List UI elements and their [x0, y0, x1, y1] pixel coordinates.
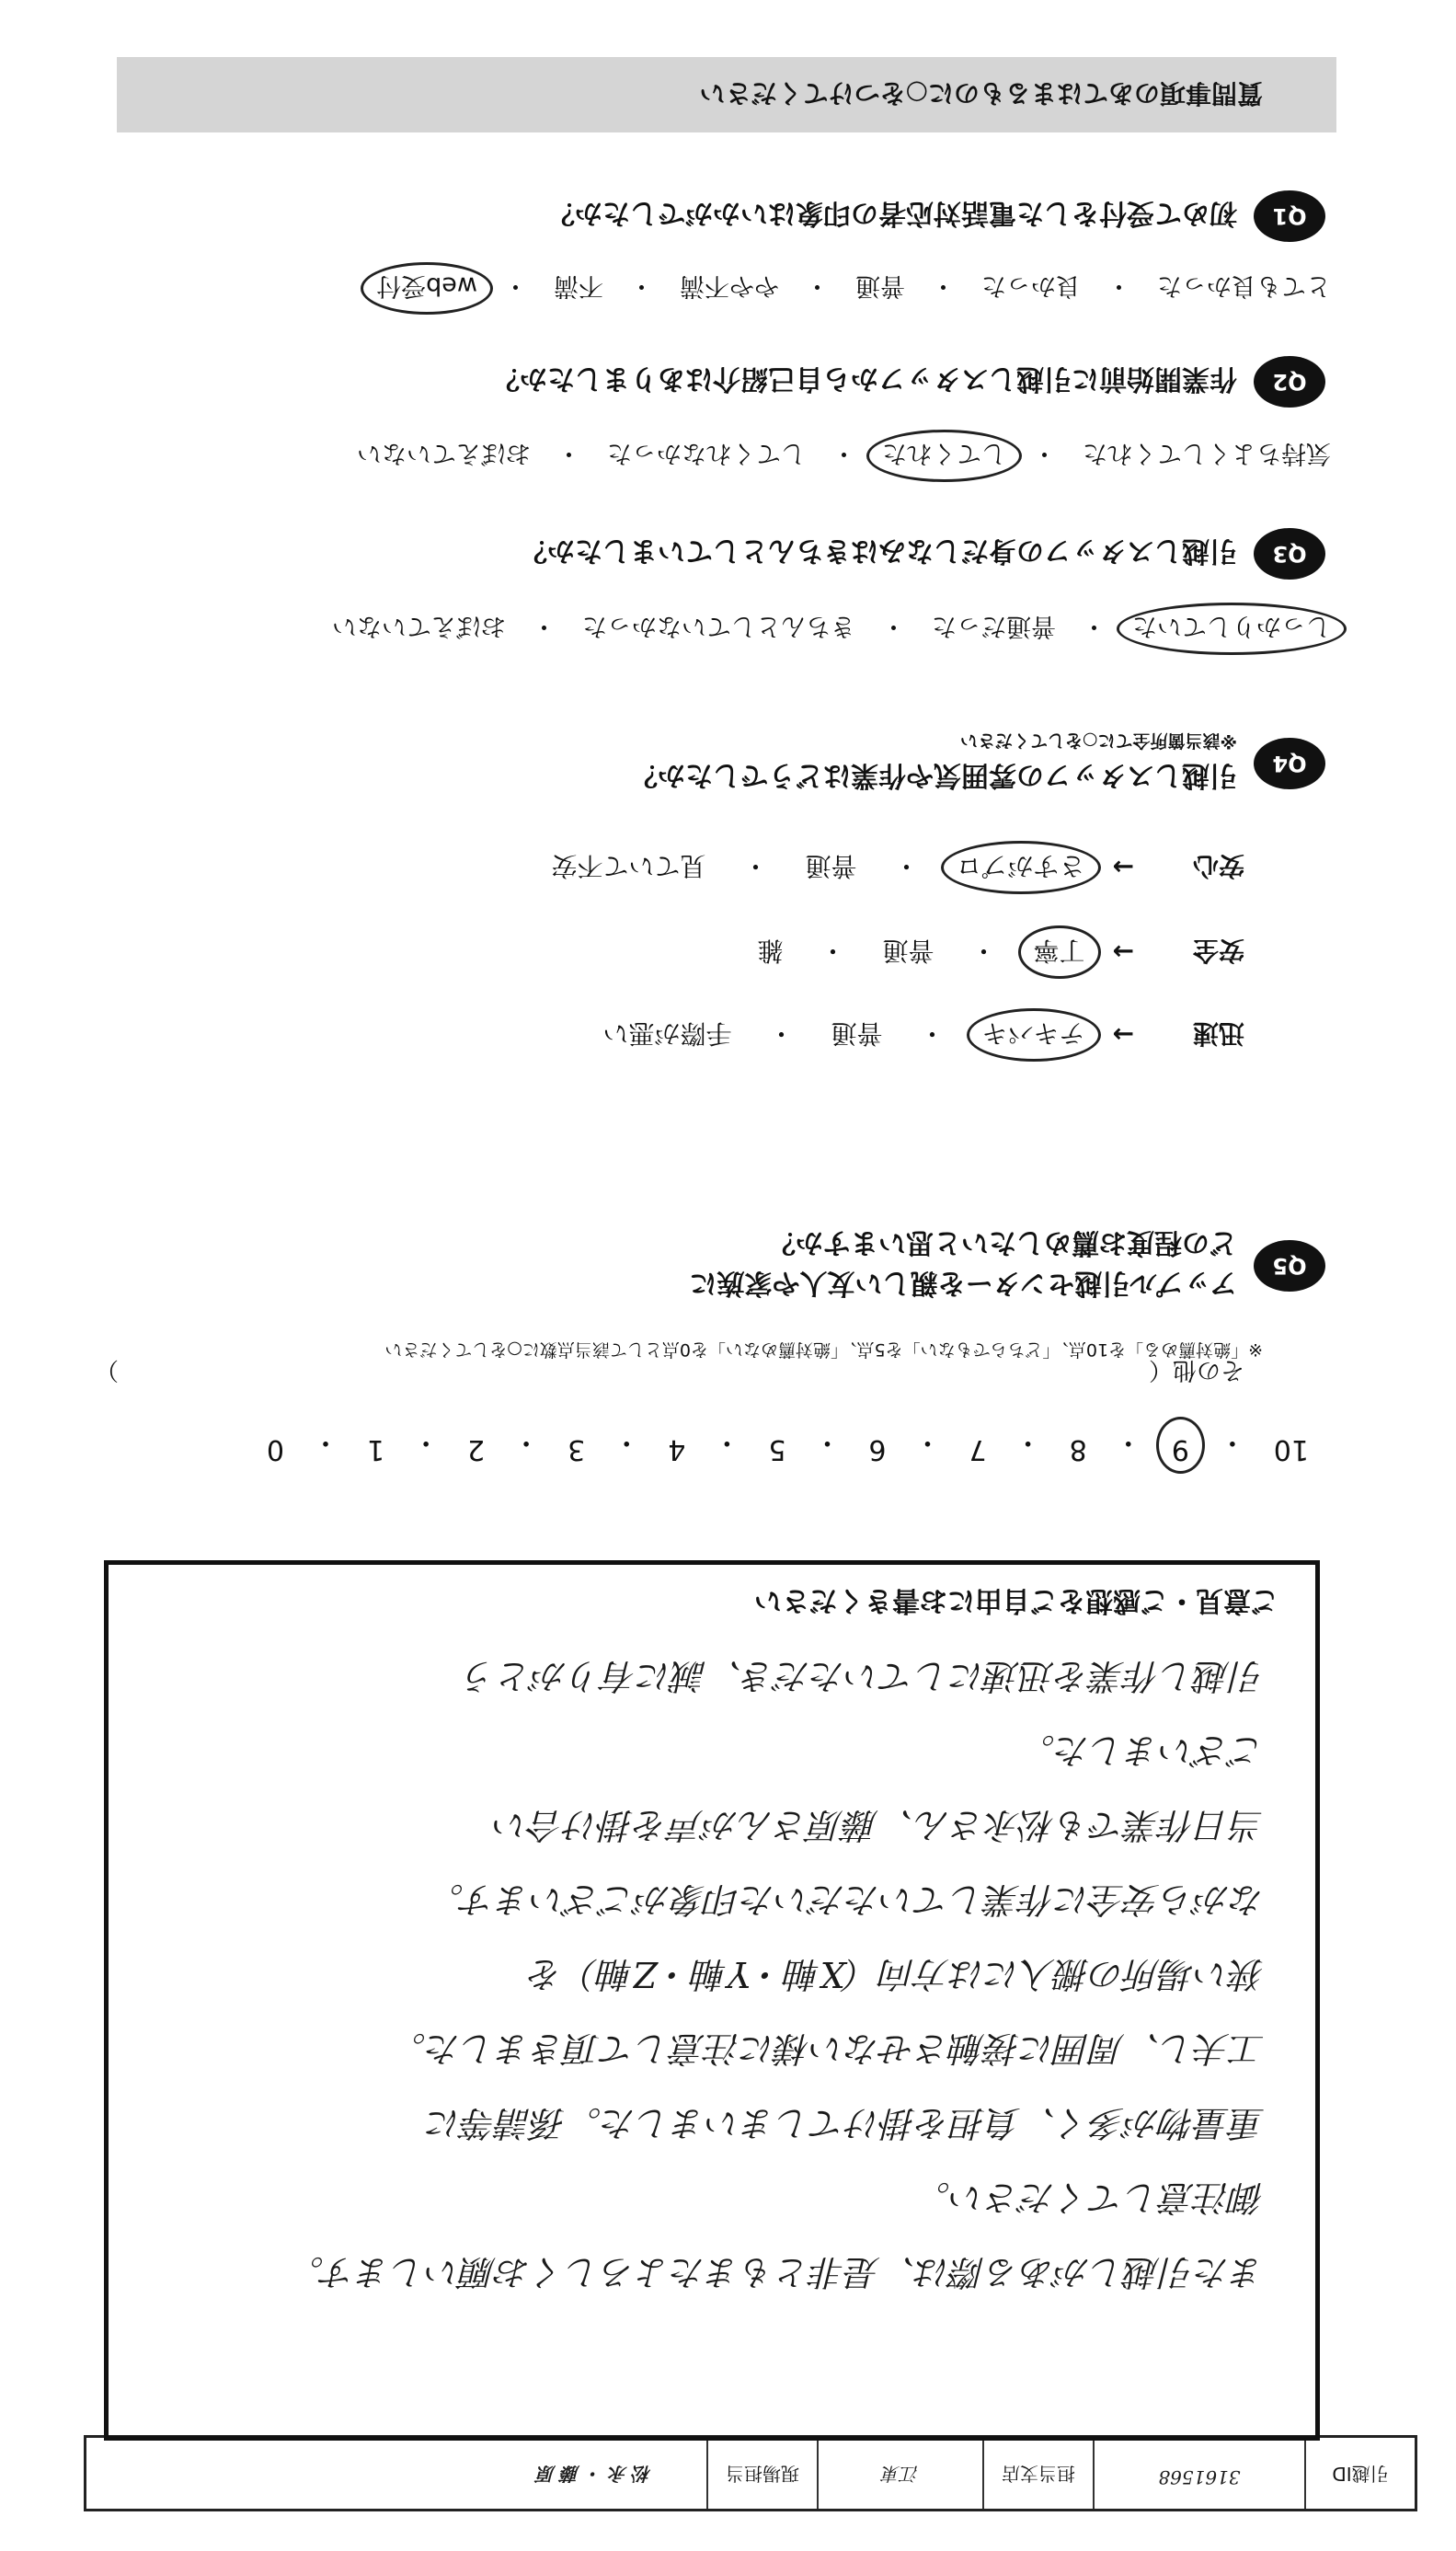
q4-option[interactable]: 普通 — [882, 936, 934, 966]
q3-badge: Q3 — [1254, 528, 1325, 580]
q2-options: 気持ちよくしてくれた ・ してくれた ・ してくれなかった ・ おぼえていない — [80, 438, 1331, 474]
question-3 — [75, 528, 1325, 580]
q5-score[interactable]: 2 — [467, 1433, 486, 1465]
question-2 — [75, 356, 1325, 408]
comment-line: 重量物が多く、負担を掛けてしまいました。孫請等に — [426, 2103, 1265, 2143]
id-table — [84, 2435, 1417, 2511]
q4-text: 引越しスタッフの雰囲気や作業はどうでしたか？ — [630, 759, 1237, 791]
q5-score[interactable]: 8 — [1069, 1433, 1087, 1465]
q4-note: ※該当箇所全てに○をしてください — [959, 730, 1237, 751]
branch-label: 担当支店 — [982, 2438, 1093, 2509]
question-4 — [75, 730, 1325, 799]
q1-options: とても良かった ・ 良かった ・ 普通 ・ やや不満 ・ 不満 ・ web受付 — [80, 270, 1331, 306]
q3-option[interactable]: おぼえていない — [332, 612, 506, 640]
q2-option[interactable]: 気持ちよくしてくれた — [1083, 439, 1331, 467]
q5-score[interactable]: 4 — [668, 1433, 686, 1465]
comments-lines — [145, 1638, 1265, 2309]
q1-option[interactable]: 良かった — [981, 271, 1081, 300]
q4-option-selected[interactable]: さすがプロ — [941, 841, 1101, 894]
q5-scale: 10 ・ 9 ・ 8 ・ 7 ・ 6 ・ 5 ・ 4 ・ 3 ・ 2 ・ 1 ・ 0 — [113, 1425, 1364, 1465]
q4-option[interactable]: 見ていて不安 — [551, 851, 706, 881]
comment-line: 引越し作業を迅速にしていただき、誠に有りがとう — [462, 1656, 1265, 1696]
branch-value: 江東 — [817, 2438, 982, 2509]
q4-option-selected[interactable]: テキパキ — [967, 1008, 1101, 1062]
q5-score[interactable]: 6 — [868, 1433, 887, 1465]
q4-option[interactable]: 普通 — [805, 851, 857, 881]
question-1 — [75, 190, 1325, 242]
q4-option[interactable]: 普通 — [831, 1018, 883, 1049]
q5-score[interactable]: 5 — [768, 1433, 786, 1465]
q1-option[interactable]: 普通 — [855, 271, 905, 300]
q2-text: 作業開始前に引越しスタッフから自己紹介はありましたか？ — [492, 362, 1237, 395]
q5-text-line2: どの程度お薦めしたいと思いますか？ — [768, 1226, 1237, 1258]
q3-options: しっかりしていた ・ 普通だった ・ きちんとしていなかった ・ おぼえていない — [80, 611, 1331, 647]
q1-option[interactable]: 不満 — [554, 271, 603, 300]
q2-badge: Q2 — [1254, 356, 1325, 408]
q5-score[interactable]: 3 — [567, 1433, 586, 1465]
q5-note-wrap — [30, 1339, 1281, 1367]
comment-line: ながら安全に作業していただいた印象がございます。 — [429, 1879, 1265, 1920]
q1-badge: Q1 — [1254, 190, 1325, 242]
comment-line: 工夫し、周囲に接触させない様に注意して頂きました。 — [390, 2028, 1265, 2069]
q4-row-label: 安心 — [1192, 851, 1244, 881]
q3-option[interactable]: 普通だった — [932, 612, 1056, 640]
q4-option[interactable]: 手際が悪い — [602, 1018, 732, 1049]
q1-option[interactable]: やや不満 — [680, 271, 779, 300]
q4-other-label: その他（ — [1148, 1356, 1244, 1384]
comments-box — [104, 1560, 1320, 2441]
q5-score[interactable]: 0 — [266, 1433, 284, 1465]
instruction-bar — [117, 57, 1336, 132]
q4-option-selected[interactable]: 丁寧 — [1018, 925, 1101, 979]
q5-badge: Q5 — [1254, 1240, 1325, 1292]
id-label: 引越ID — [1304, 2438, 1415, 2509]
site-label: 現場担当 — [706, 2438, 817, 2509]
q5-score[interactable]: 10 — [1273, 1433, 1309, 1465]
q3-option[interactable]: きちんとしていなかった — [582, 612, 855, 640]
q3-text: 引越しスタッフの身だしなみはきちんとしていましたか？ — [520, 534, 1237, 567]
comment-line: 狭い場所の搬入には方向（X軸・Y軸・Z軸）を — [528, 1954, 1265, 1994]
q2-option[interactable]: してくれなかった — [607, 439, 806, 467]
comment-line: 御注意してください。 — [914, 2178, 1265, 2218]
q4-badge: Q4 — [1254, 739, 1325, 790]
q5-text-line1: アップル引越センターを親しい友人や家族に — [689, 1267, 1237, 1299]
instruction-text: 質問事項のあてはまるものに○をつけてください — [699, 78, 1263, 109]
q4-option[interactable]: 雑 — [757, 936, 784, 966]
q3-option-selected[interactable]: しっかりしていた — [1117, 603, 1347, 655]
q2-option[interactable]: おぼえていない — [357, 439, 531, 467]
comment-line: 当日作業でも松永さん、藤原さんが声を掛け合い — [493, 1805, 1265, 1845]
q2-option-selected[interactable]: してくれた — [866, 430, 1022, 482]
q5-score[interactable]: 1 — [366, 1433, 385, 1465]
comments-title: ご意見・ご感想をご自由にお書きください — [754, 1584, 1278, 1616]
q1-text: 初めて受付をした電話対応者の印象はいかがでしたか？ — [547, 197, 1237, 229]
site-value: 松永・藤原 — [532, 2463, 651, 2485]
comment-line: また引越しがある際は、是非ともまたよろしくお願いします。 — [289, 2252, 1265, 2292]
q1-option[interactable]: とても良かった — [1157, 271, 1331, 300]
q4-row-anzen: 安全 → 丁寧 ・ 普通 ・ 雑 — [0, 934, 1244, 971]
q4-other-close: ） — [95, 1356, 120, 1384]
id-value: 3161568 — [1093, 2438, 1304, 2509]
q4-row-label: 迅速 — [1192, 1018, 1244, 1049]
q4-row-jinsoku: 迅速 → テキパキ ・ 普通 ・ 手際が悪い — [0, 1017, 1244, 1053]
q5-note: ※「絶対薦める」を10点、「どちらでもない」を5点、「絶対薦めない」を0点として該当点数に○をしてください — [384, 1339, 1263, 1360]
question-5 — [75, 1225, 1325, 1306]
q5-score[interactable]: 7 — [969, 1433, 987, 1465]
q5-score-selected[interactable]: 9 — [1156, 1417, 1205, 1474]
comment-line: ございました。 — [1019, 1730, 1265, 1771]
q1-option-selected[interactable]: web受付 — [361, 262, 493, 315]
q4-row-anshin: 安心 → さすがプロ ・ 普通 ・ 見ていて不安 — [0, 849, 1244, 886]
q4-row-label: 安全 — [1192, 936, 1244, 966]
